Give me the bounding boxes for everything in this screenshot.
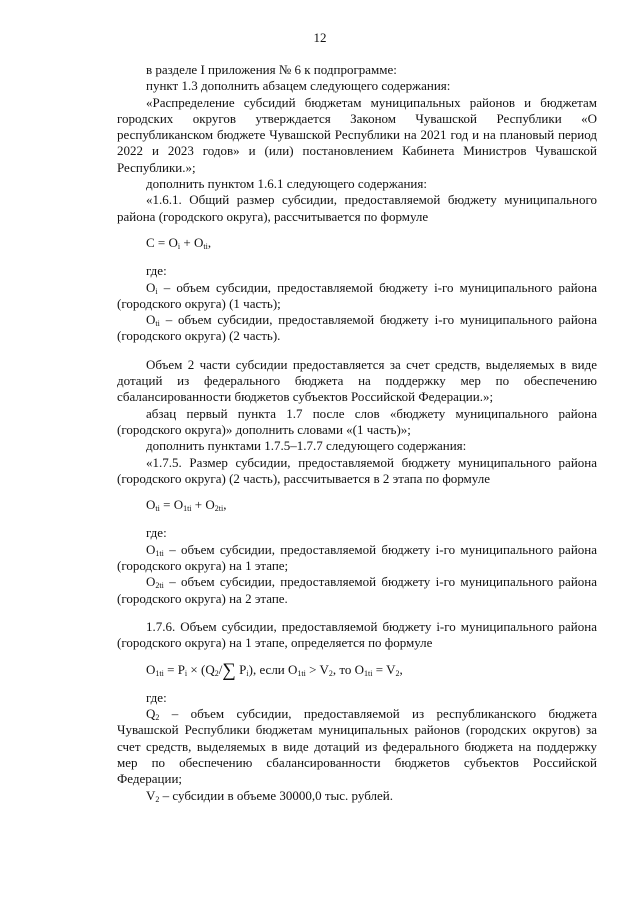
paragraph: пункт 1.3 дополнить абзацем следующего содержания: [146, 78, 451, 94]
paragraph: дополнить пунктами 1.7.5–1.7.7 следующего содержания: [146, 438, 467, 454]
paragraph: абзац первый пункта 1.7 после слов «бюджету муниципального района (городского округа)» дополнить словами «(1 часть)»; [117, 405, 597, 437]
sum-symbol: ∑ [222, 659, 236, 681]
paragraph: Объем 2 части субсидии предоставляется за счет средств, выделяемых в виде дотаций из федерального бюджета на поддержку мер по обеспечению сбалансированности бюджетов субъектов Российской Федерации.»; [117, 356, 597, 405]
paragraph: 1.7.6. Объем субсидии, предоставляемой бюджету i-го муниципального района (городского округа) на 1 этапе, определяется по формуле [117, 618, 597, 651]
formula-o1ti: $O_{1ti} = P_i \times (Q_2/\sum$ $P_i$), если $O_{1ti} > V_2$, то $O_{1ti} = V_2$, [146, 659, 403, 681]
definition-q2: $Q_2$ – объем субсидии, предоставляемой из республиканского бюджета Чувашской Республики бюджетам муниципальных районов (городских округов) за счет средств, выделяемых в виде дотаций из федерального бюджета на поддержку мер по обеспечению сбалансированности бюджетов субъектов Российской Федерации; [117, 706, 598, 787]
paragraph: «1.7.5. Размер субсидии, предоставляемой бюджету муниципального района (городского округа) (2 часть), рассчитывается в 2 этапа по формуле [117, 454, 597, 486]
paragraph: где: [146, 263, 167, 279]
definition-o2ti: $O_{2ti}$ – объем субсидии, предоставляемой бюджету i-го муниципального района (городского округа) на 2 этапе. [117, 574, 598, 606]
definition-oti: $O_{ti}$ – объем субсидии, предоставляемой бюджету i-го муниципального района (городского округа) (2 часть). [117, 312, 598, 344]
document-body [117, 62, 597, 804]
paragraph: «1.6.1. Общий размер субсидии, предоставляемой бюджету муниципального района (городского округа), рассчитывается по формуле [117, 192, 597, 224]
paragraph: в разделе I приложения № 6 к подпрограмме: [146, 62, 397, 77]
definition-o1ti: $O_{1ti}$ – объем субсидии, предоставляемой бюджету i-го муниципального района (городского округа) на 1 этапе; [117, 541, 598, 574]
formula-oti: $O_{ti} = O_{1ti} + O_{2ti}$, [146, 497, 227, 514]
definition-v2: $V_2$ – субсидии в объеме 30000,0 тыс. рублей. [146, 787, 393, 804]
page-number: 12 [313, 30, 327, 45]
formula-c: $C = O_i + O_{ti}$, [146, 234, 212, 251]
paragraph: дополнить пунктом 1.6.1 следующего содержания: [146, 176, 427, 192]
definition-oi: $O_i$ – объем субсидии, предоставляемой бюджету i-го муниципального района (городского округа) (1 часть); [117, 279, 597, 311]
paragraph: где: [146, 525, 167, 541]
paragraph: где: [146, 689, 167, 705]
paragraph: «Распределение субсидий бюджетам муниципальных районов и бюджетам городских округов утверждается Законом Чувашской Республики «О республиканском бюджете Чувашской Республики на 2021 год и на плановый период 2022 и 2023 годов» и (или) постановлением Кабинета Министров Чувашской Республики.»; [117, 94, 597, 175]
